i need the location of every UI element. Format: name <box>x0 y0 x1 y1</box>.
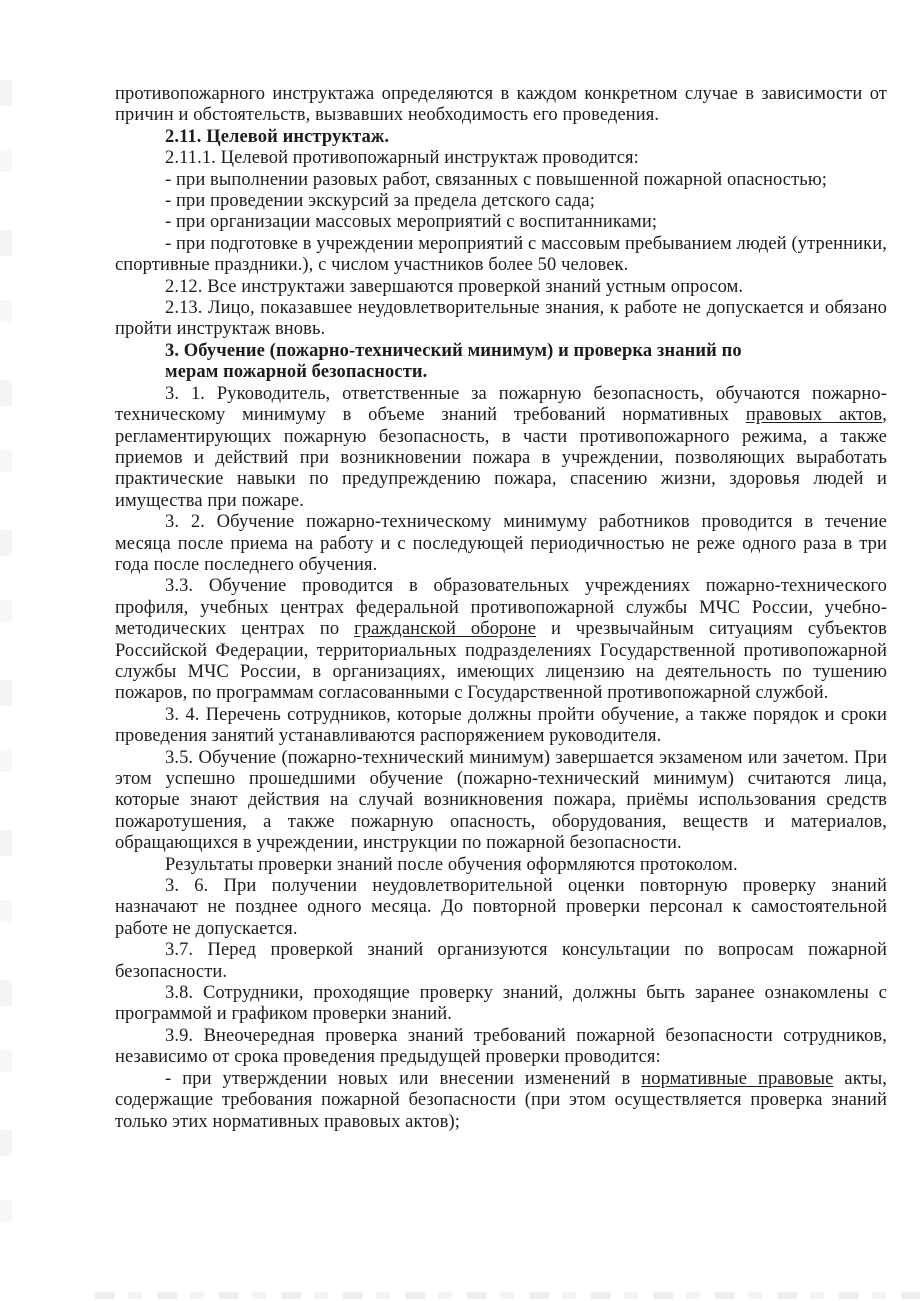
text-run: акты, содержащие требования пожарной безопасности (при этом осуществляется проверка знаний только этих нормативных правовых актов); <box>115 1068 888 1132</box>
underlined-text: гражданской обороне <box>354 619 537 640</box>
text-run: 2.11.1. Целевой противопожарный инструктаж проводится: <box>165 148 639 169</box>
text-run: - при подготовке в учреждении мероприятий с массовым пребыванием людей (утренники, спортивные праздники.), с числом участников более 50 человек. <box>115 233 887 276</box>
paragraph <box>115 170 887 191</box>
text-run: 3.9. Внеочередная проверка знаний требований пожарной безопасности сотрудников, независимо от срока проведения предыдущей проверки проводится: <box>115 1025 887 1068</box>
paragraph <box>115 298 887 341</box>
scan-artifact-left <box>0 80 12 1280</box>
heading <box>115 362 887 383</box>
paragraph <box>115 855 887 876</box>
text-run: Результаты проверки знаний после обучения оформляются протоколом. <box>165 854 738 875</box>
paragraph <box>115 384 887 512</box>
underlined-text: нормативные правовые <box>641 1068 834 1089</box>
text-run: - при организации массовых мероприятий с воспитанниками; <box>165 212 658 233</box>
text-run: 3. 4. Перечень сотрудников, которые должны пройти обучение, а также порядок и сроки проведения занятий устанавливаются распоряжением руководителя. <box>115 704 887 747</box>
paragraph <box>115 191 887 212</box>
paragraph <box>115 212 887 233</box>
paragraph <box>115 1026 887 1069</box>
paragraph <box>115 983 887 1026</box>
text-run: 3.8. Сотрудники, проходящие проверку знаний, должны быть заранее ознакомлены с программой и графиком проверки знаний. <box>115 983 887 1025</box>
text-run: - при утверждении новых или внесении изменений в <box>165 1068 642 1089</box>
text-run: - при проведении экскурсий за предела детского сада; <box>165 191 595 212</box>
text-run: 3. 6. При получении неудовлетворительной оценки повторную проверку знаний назначают не позднее одного месяца. До повторной проверки персонал к самостоятельной работе не допускается. <box>115 876 887 939</box>
text-run: мерам пожарной безопасности. <box>165 362 428 383</box>
text-run: 2.11. Целевой инструктаж. <box>165 126 390 147</box>
paragraph <box>115 940 887 983</box>
paragraph <box>115 705 887 748</box>
paragraph <box>115 148 887 169</box>
text-run: 3.7. Перед проверкой знаний организуются консультации по вопросам пожарной безопасности. <box>115 940 887 982</box>
text-run: 3. 2. Обучение пожарно-техническому минимуму работников проводится в течение месяца после приема на работу и с последующей периодичностью не реже одного раза в три года после последнего обучения. <box>115 512 887 575</box>
paragraph <box>115 277 887 298</box>
heading <box>115 341 887 362</box>
paragraph <box>115 84 887 127</box>
text-run: 3.5. Обучение (пожарно-технический минимум) завершается экзаменом или зачетом. При этом успешно прошедшими обучение (пожарно-технический минимум) считаются лица, которые знают действия на случай возникновения пожара, приёмы использования средств пожаротушения, а также пожарную опасность, оборудования, веществ и материалов, обращающихся в учреждении, инструкции по пожарной безопасности. <box>115 747 887 854</box>
text-run: 3. Обучение (пожарно-технический минимум) и проверка знаний по <box>165 340 742 361</box>
text-run: 3. 1. Руководитель, ответственные за пожарную безопасность, обучаются пожарно-техническому минимуму в объеме знаний требований нормативных <box>115 383 887 426</box>
text-run: 2.12. Все инструктажи завершаются проверкой знаний устным опросом. <box>165 276 744 297</box>
text-run: 3.3. Обучение проводится в образовательных учреждениях пожарно-технического профиля, учебных центрах федеральной противопожарной службы МЧС России, учебно-методических центрах по <box>115 576 887 640</box>
underlined-text: правовых актов <box>745 405 883 426</box>
paragraph <box>115 234 887 277</box>
paragraph <box>115 1069 887 1133</box>
document-body <box>115 84 887 1133</box>
paragraph <box>115 748 887 855</box>
scan-artifact-bottom <box>95 1292 920 1299</box>
text-run: противопожарного инструктажа определяются в каждом конкретном случае в зависимости от причин и обстоятельств, вызвавших необходимость его проведения. <box>115 84 887 126</box>
paragraph <box>115 576 887 704</box>
heading <box>115 127 887 148</box>
paragraph <box>115 876 887 940</box>
text-run: 2.13. Лицо, показавшее неудовлетворительные знания, к работе не допускается и обязано пройти инструктаж вновь. <box>115 298 887 340</box>
text-run: , регламентирующих пожарную безопасность, в части противопожарного режима, а также приемов и действий при возникновении пожара в учреждении, позволяющих выработать практические навыки по предупреждению пожара, спасению жизни, здоровья людей и имущества при пожаре. <box>115 405 887 511</box>
text-run: и чрезвычайным ситуациям субъектов Российской Федерации, территориальных подразделениях Государственной противопожарной службы МЧС России, в организациях, имеющих лицензию на деятельность по тушению пожаров, по программам согласованными с Государственной противопожарной службой. <box>115 619 887 704</box>
text-run: - при выполнении разовых работ, связанных с повышенной пожарной опасностью; <box>165 169 827 190</box>
paragraph <box>115 512 887 576</box>
